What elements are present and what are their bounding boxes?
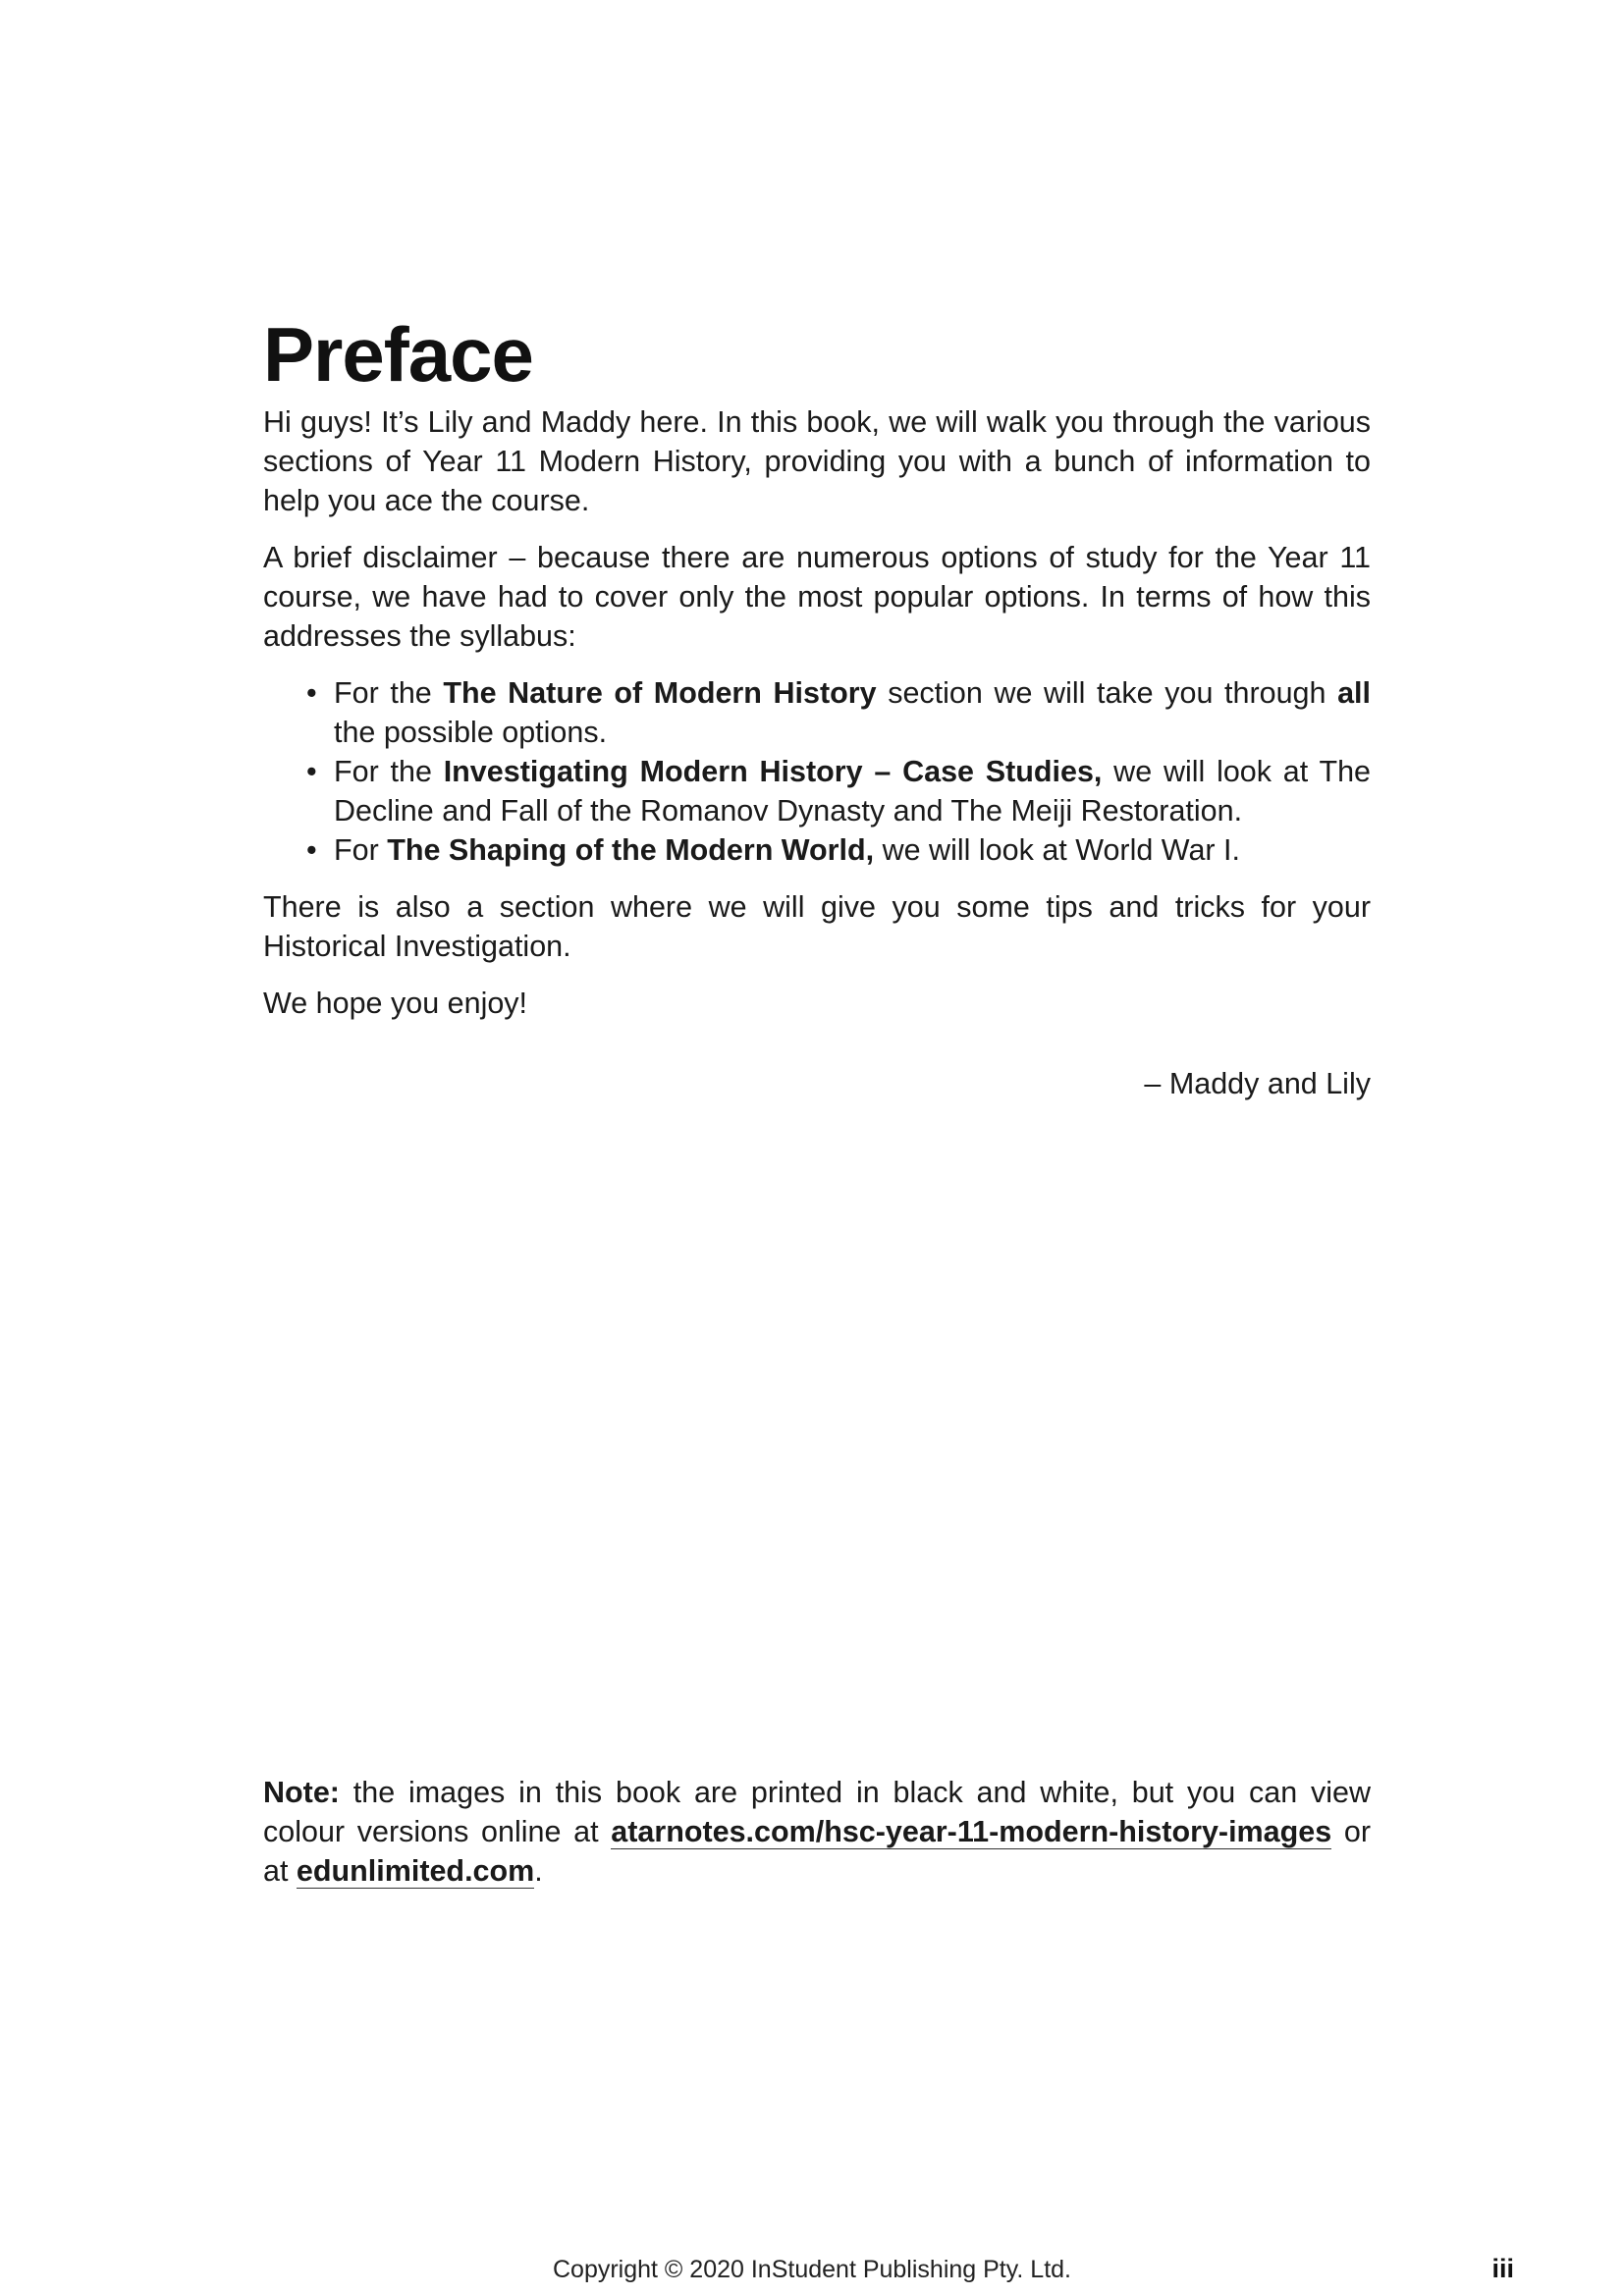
bullet-icon: •	[306, 833, 317, 867]
section-name: The Shaping of the Modern World,	[387, 833, 875, 867]
preface-content	[263, 312, 1371, 1121]
page-number: iii	[1491, 2254, 1514, 2283]
disclaimer-paragraph: A brief disclaimer – because there are numerous options of study for the Year 11 course, we have had to cover only the most popular options. In terms of how this addresses the syllabus:	[263, 541, 1371, 653]
list-item: • For the The Nature of Modern History section we will take you through all the possible options.	[306, 673, 1371, 752]
signoff: – Maddy and Lily	[1144, 1067, 1371, 1100]
copyright-footer: Copyright © 2020 InStudent Publishing Pty. Ltd.	[552, 2256, 1071, 2283]
note-label: Note:	[263, 1776, 340, 1809]
investigation-paragraph: There is also a section where we will give you some tips and tricks for your Historical Investigation.	[263, 890, 1371, 963]
list-item: • For the Investigating Modern History – Case Studies, we will look at The Decline and Fall of the Romanov Dynasty and The Meiji Restoration.	[306, 752, 1371, 830]
atarnotes-link[interactable]: atarnotes.com/hsc-year-11-modern-history-images	[611, 1815, 1332, 1848]
bullet-icon: •	[306, 676, 317, 710]
bullet-icon: •	[306, 755, 317, 788]
emphasis: all	[1337, 676, 1371, 710]
edunlimited-link[interactable]: edunlimited.com	[296, 1854, 535, 1888]
syllabus-list	[263, 673, 1371, 870]
section-name: The Nature of Modern History	[443, 676, 877, 710]
page-title: Preface	[263, 311, 533, 398]
closing-paragraph: We hope you enjoy!	[263, 987, 528, 1020]
list-item: • For The Shaping of the Modern World, we will look at World War I.	[306, 830, 1371, 870]
intro-paragraph: Hi guys! It’s Lily and Maddy here. In this book, we will walk you through the various sections of Year 11 Modern History, providing you with a bunch of information to help you ace the course.	[263, 405, 1371, 517]
section-name: Investigating Modern History – Case Studies,	[443, 755, 1103, 788]
note-paragraph: Note: the images in this book are printed in black and white, but you can view colour versions online at atarnotes.com/hsc-year-11-modern-history-images or at edunlimited.com.	[263, 1776, 1371, 1888]
